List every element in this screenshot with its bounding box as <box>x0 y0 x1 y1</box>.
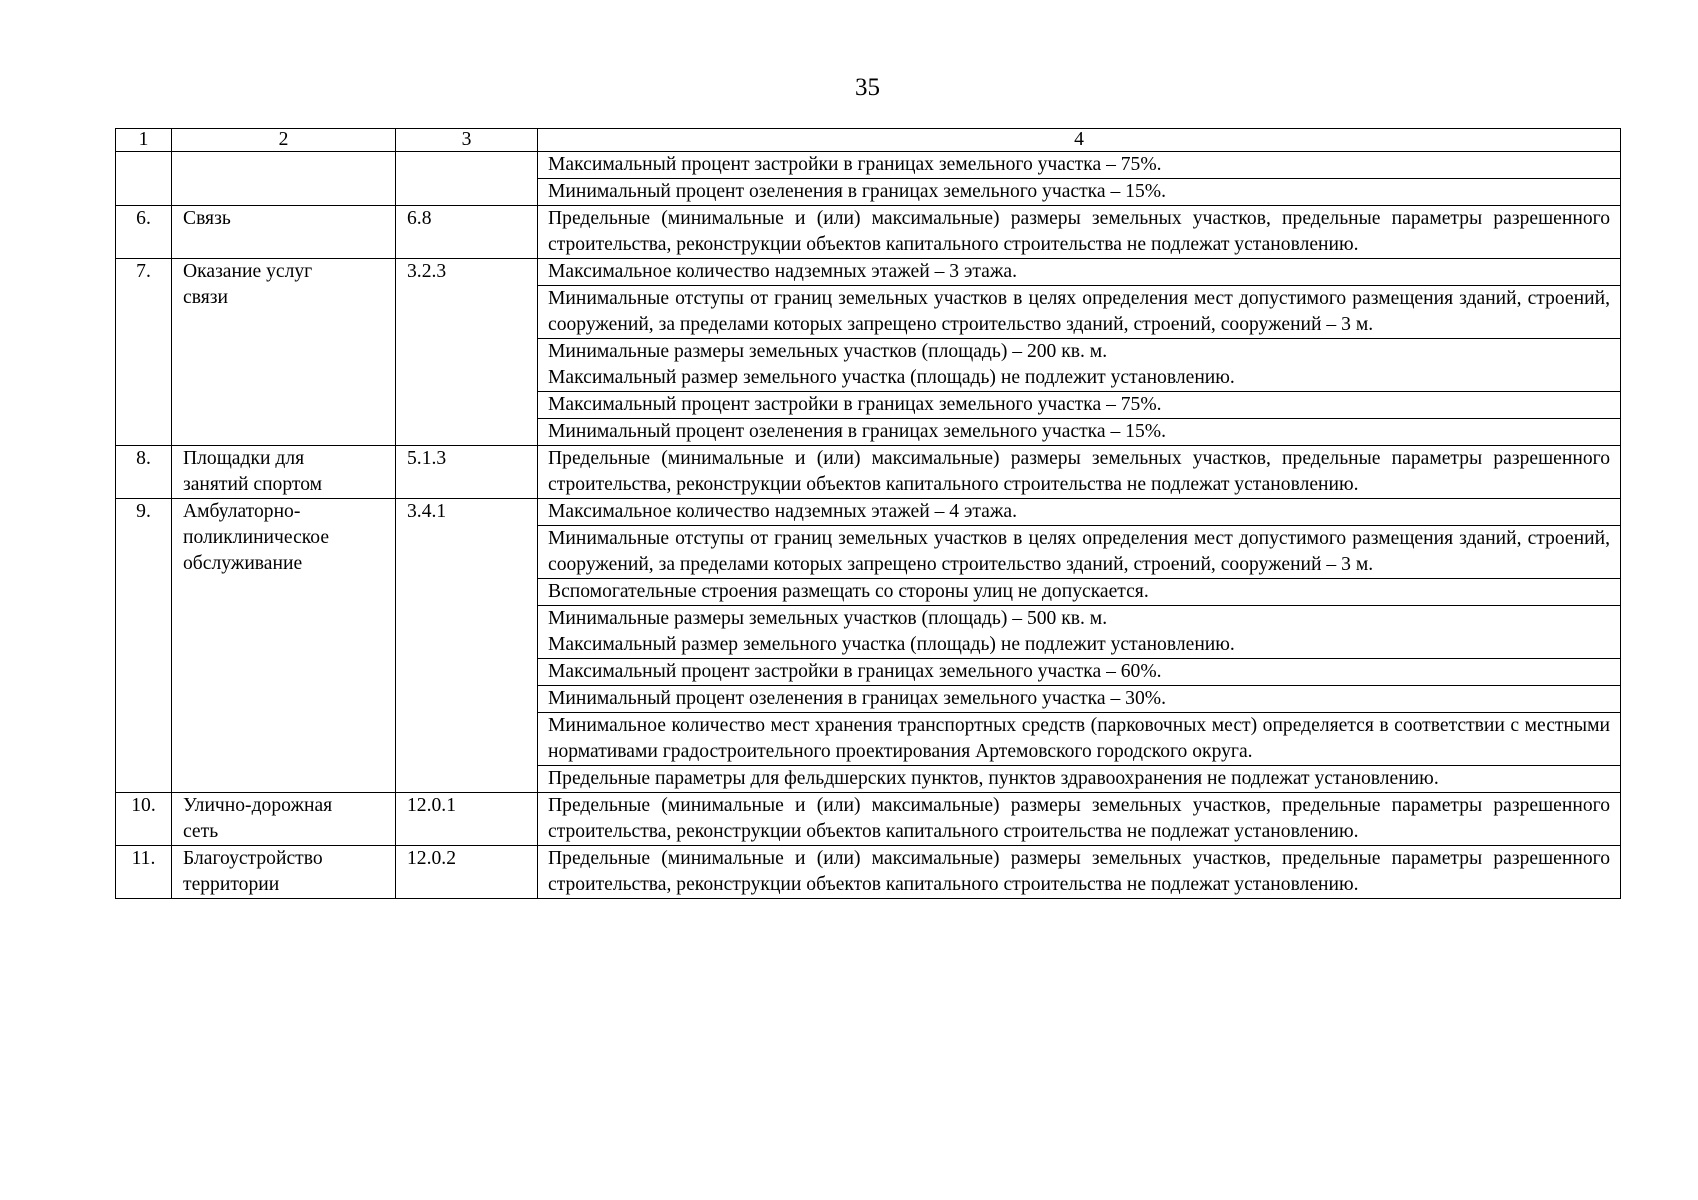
parameter-text: Максимальное количество надземных этажей – 3 этажа. <box>548 261 1018 282</box>
header-col-4: 4 <box>538 129 1621 152</box>
parameter-item <box>548 206 1610 258</box>
parameter-text: Минимальные размеры земельных участков (площадь) – 200 кв. м. <box>548 341 1108 362</box>
row-number: 10. <box>116 793 172 846</box>
table-row <box>116 259 1621 446</box>
parameter-item <box>538 658 1620 685</box>
parameter-item <box>538 712 1620 765</box>
parameter-item <box>538 418 1620 445</box>
parameter-item <box>548 499 1610 525</box>
use-type-code: 5.1.3 <box>396 446 538 499</box>
table-row <box>116 152 1621 206</box>
parameter-item <box>538 338 1620 391</box>
parameter-text: Минимальный процент озеленения в границах земельного участка – 15%. <box>548 421 1166 442</box>
page-number: 35 <box>855 74 880 101</box>
header-col-2: 2 <box>172 129 396 152</box>
parameter-text: Максимальный процент застройки в границах земельного участка – 60%. <box>548 661 1162 682</box>
table-row <box>116 846 1621 899</box>
table-row <box>116 499 1621 793</box>
table-body <box>116 129 1621 899</box>
parameter-text: Предельные (минимальные и (или) максимальные) размеры земельных участков, предельные параметры разрешенного строительства, реконструкции объектов капитального строительства не подлежат установлению. <box>548 208 1610 255</box>
use-type-name-line: сеть <box>183 821 219 842</box>
parameter-item <box>538 605 1620 658</box>
parameter-text: Предельные (минимальные и (или) максимальные) размеры земельных участков, предельные параметры разрешенного строительства, реконструкции объектов капитального строительства не подлежат установлению. <box>548 795 1610 842</box>
use-type-name-line: поликлиническое <box>183 527 330 548</box>
use-type-code <box>396 152 538 206</box>
parameter-text: Минимальный процент озеленения в границах земельного участка – 30%. <box>548 688 1166 709</box>
use-type-name <box>172 793 396 846</box>
row-number: 9. <box>116 499 172 793</box>
use-type-name-line: Площадки для <box>183 448 305 469</box>
parameters-cell <box>538 793 1621 846</box>
parameter-text: Максимальный процент застройки в границах земельного участка – 75%. <box>548 394 1162 415</box>
parameter-text: Предельные параметры для фельдшерских пунктов, пунктов здравоохранения не подлежат установлению. <box>548 768 1439 789</box>
use-type-code: 3.4.1 <box>396 499 538 793</box>
parameter-item <box>538 391 1620 418</box>
use-type-name-line: обслуживание <box>183 553 303 574</box>
row-number: 6. <box>116 206 172 259</box>
parameter-text: Вспомогательные строения размещать со стороны улиц не допускается. <box>548 581 1149 602</box>
parameter-item <box>548 846 1610 898</box>
row-number <box>116 152 172 206</box>
parameter-text: Предельные (минимальные и (или) максимальные) размеры земельных участков, предельные параметры разрешенного строительства, реконструкции объектов капитального строительства не подлежат установлению. <box>548 848 1610 895</box>
header-col-3: 3 <box>396 129 538 152</box>
use-type-name-line: Связь <box>183 208 231 229</box>
use-type-code: 12.0.2 <box>396 846 538 899</box>
row-number: 8. <box>116 446 172 499</box>
parameter-text: Предельные (минимальные и (или) максимальные) размеры земельных участков, предельные параметры разрешенного строительства, реконструкции объектов капитального строительства не подлежат установлению. <box>548 448 1610 495</box>
parameters-cell <box>538 499 1621 793</box>
parameter-text: Минимальный процент озеленения в границах земельного участка – 15%. <box>548 181 1166 202</box>
parameter-item <box>538 765 1620 792</box>
parameter-item <box>548 152 1610 178</box>
use-type-name <box>172 446 396 499</box>
use-type-name <box>172 499 396 793</box>
use-type-code: 12.0.1 <box>396 793 538 846</box>
parameter-text: Минимальные размеры земельных участков (площадь) – 500 кв. м. <box>548 608 1108 629</box>
parameter-item <box>538 685 1620 712</box>
use-type-name <box>172 846 396 899</box>
row-number: 11. <box>116 846 172 899</box>
parameter-item <box>548 259 1610 285</box>
parameter-text: Максимальное количество надземных этажей – 4 этажа. <box>548 501 1018 522</box>
use-type-name <box>172 206 396 259</box>
use-type-name-line: занятий спортом <box>183 474 323 495</box>
table-row <box>116 206 1621 259</box>
header-col-1: 1 <box>116 129 172 152</box>
table-row <box>116 793 1621 846</box>
parameter-text: Минимальные отступы от границ земельных участков в целях определения мест допустимого размещения зданий, строений, сооружений, за пределами которых запрещено строительство зданий, строений, сооружений – 3 м. <box>548 528 1610 575</box>
parameter-text: Максимальный размер земельного участка (площадь) не подлежит установлению. <box>548 634 1235 655</box>
parameters-cell <box>538 206 1621 259</box>
table-header-row <box>116 129 1621 152</box>
parameter-item <box>538 578 1620 605</box>
parameter-item <box>548 446 1610 498</box>
parameters-cell <box>538 259 1621 446</box>
parameter-text: Минимальное количество мест хранения транспортных средств (парковочных мест) определяется в соответствии с местными нормативами градостроительного проектирования Артемовского городского округа. <box>548 715 1610 762</box>
parameter-text: Минимальные отступы от границ земельных участков в целях определения мест допустимого размещения зданий, строений, сооружений, за пределами которых запрещено строительство зданий, строений, сооружений – 3 м. <box>548 288 1610 335</box>
use-type-name-line: связи <box>183 287 228 308</box>
parameters-cell <box>538 846 1621 899</box>
use-type-name-line: Улично-дорожная <box>183 795 333 816</box>
use-type-name <box>172 152 396 206</box>
use-type-name-line: Амбулаторно- <box>183 501 301 522</box>
zoning-parameters-table <box>115 128 1621 899</box>
parameters-cell <box>538 152 1621 206</box>
table-row <box>116 446 1621 499</box>
parameter-item <box>538 178 1620 205</box>
parameter-item <box>538 525 1620 578</box>
parameters-cell <box>538 446 1621 499</box>
parameter-item <box>548 793 1610 845</box>
use-type-code: 3.2.3 <box>396 259 538 446</box>
parameter-text: Максимальный размер земельного участка (площадь) не подлежит установлению. <box>548 367 1235 388</box>
use-type-name <box>172 259 396 446</box>
use-type-code: 6.8 <box>396 206 538 259</box>
parameter-text: Максимальный процент застройки в границах земельного участка – 75%. <box>548 154 1162 175</box>
parameter-item <box>538 285 1620 338</box>
use-type-name-line: территории <box>183 874 280 895</box>
row-number: 7. <box>116 259 172 446</box>
use-type-name-line: Благоустройство <box>183 848 323 869</box>
use-type-name-line: Оказание услуг <box>183 261 313 282</box>
